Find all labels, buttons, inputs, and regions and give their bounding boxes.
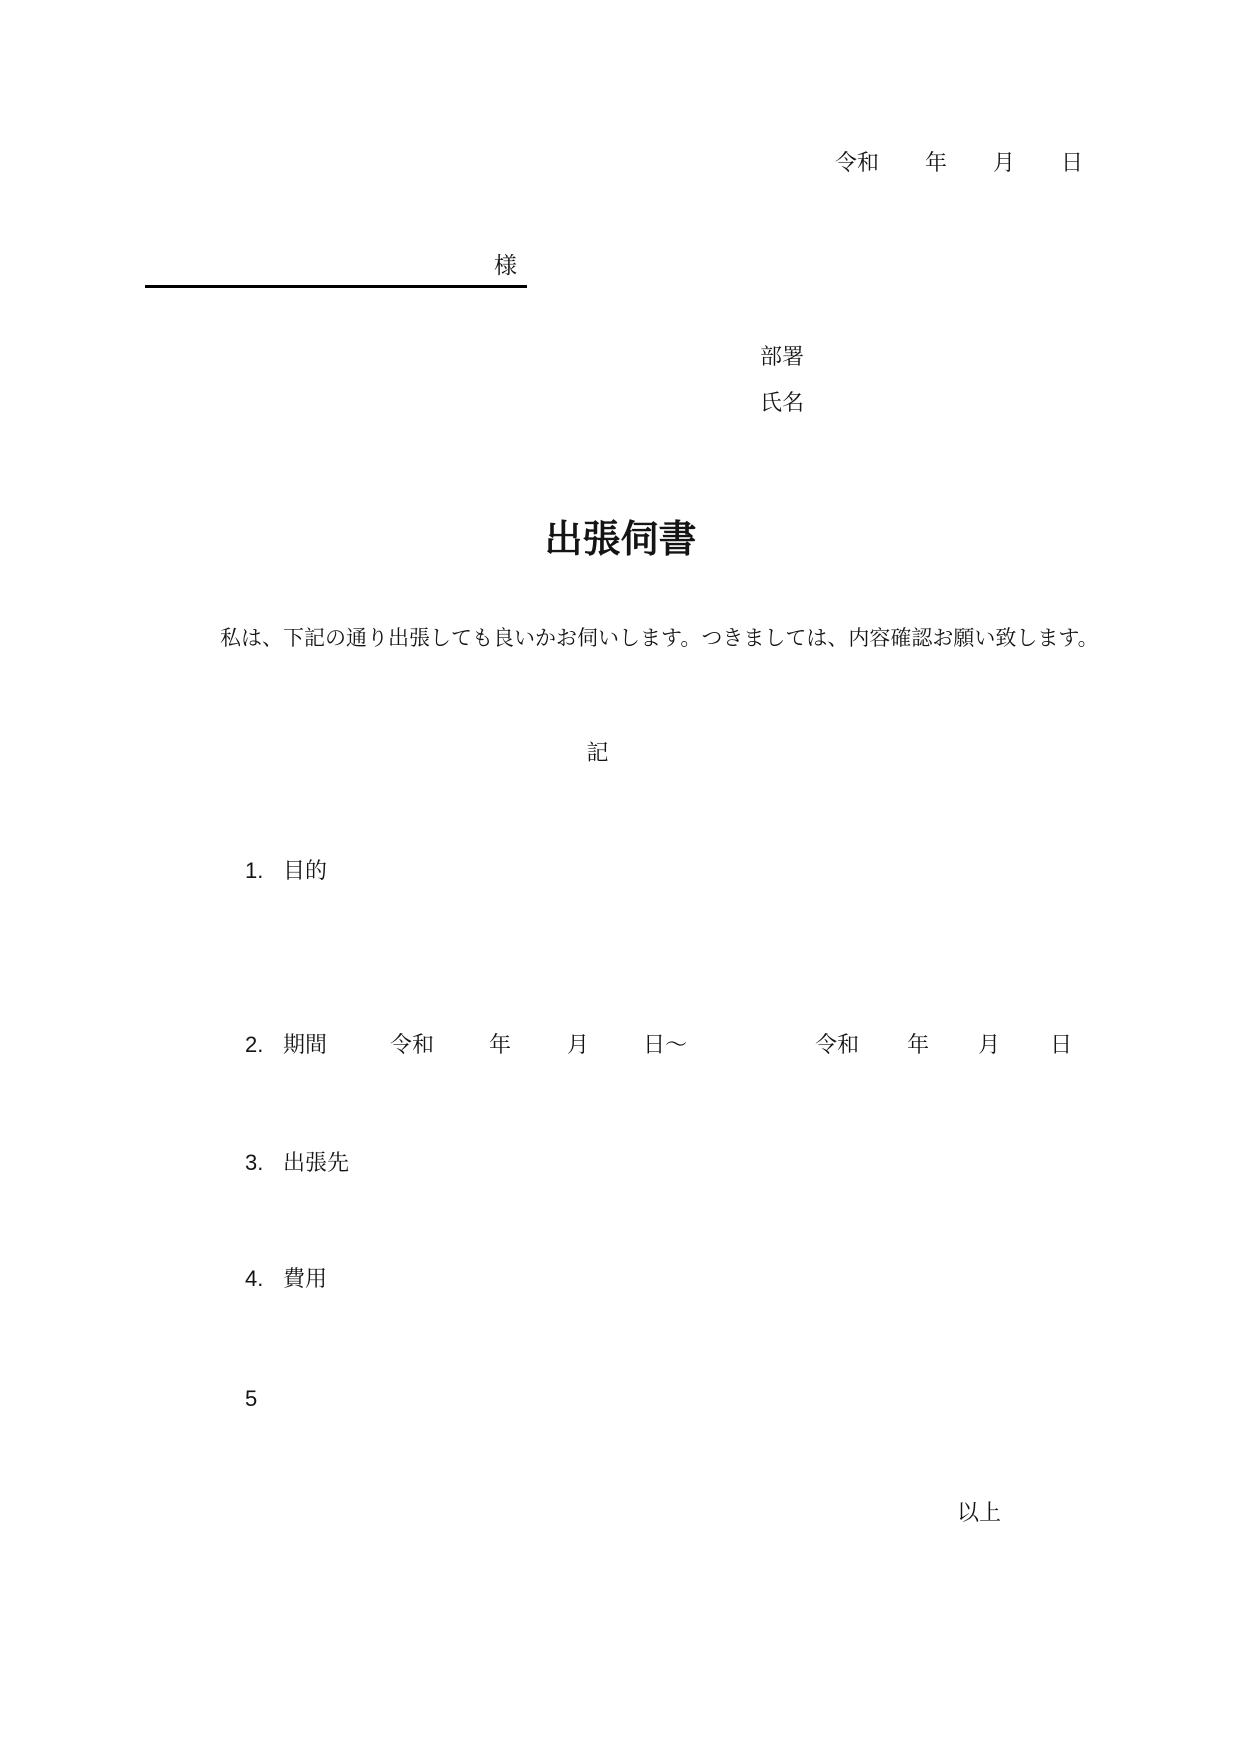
period-start-year-label: 年: [489, 1032, 512, 1057]
period-end-month-label: 月: [978, 1032, 1001, 1057]
sender-department-label: 部署: [760, 344, 805, 369]
period-start-month-label: 月: [567, 1032, 590, 1057]
list-item-number: 3.: [245, 1150, 264, 1175]
sender-name-label: 氏名: [760, 390, 805, 415]
list-item-label: 期間: [283, 1032, 328, 1057]
list-item-label: 出張先: [283, 1150, 350, 1175]
period-end-day-label: 日: [1050, 1032, 1073, 1057]
body-paragraph: 私は、下記の通り出張しても良いかお伺いします。つきましては、内容確認お願い致します。: [220, 627, 1099, 650]
record-marker: 記: [586, 740, 609, 765]
period-end-era-label: 令和: [815, 1032, 860, 1057]
list-item-number: 1.: [245, 858, 264, 883]
page-title: 出張伺書: [544, 519, 697, 561]
list-item-label: 費用: [283, 1266, 328, 1291]
addressee-blank-line: [145, 216, 527, 288]
period-start-era-label: 令和: [390, 1032, 435, 1057]
list-item-expenses: [245, 1264, 327, 1294]
date-year-label: 年: [925, 150, 948, 175]
list-item-number: 4.: [245, 1266, 264, 1291]
period-end-year-label: 年: [907, 1032, 930, 1057]
period-start-day-label: 日～: [643, 1032, 688, 1057]
list-item-period: [245, 1030, 1072, 1060]
date-line: [835, 148, 1083, 178]
closing-label: 以上: [957, 1500, 1002, 1525]
list-item-destination: [245, 1148, 349, 1178]
date-day-label: 日: [1061, 150, 1084, 175]
addressee-honorific-label: 様: [494, 252, 517, 278]
list-item-purpose: [245, 856, 327, 886]
list-item-label: 目的: [283, 858, 328, 883]
list-item-number: 5: [245, 1386, 258, 1411]
list-item-number: 2.: [245, 1032, 264, 1057]
date-month-label: 月: [993, 150, 1016, 175]
date-era-label: 令和: [835, 150, 880, 175]
list-item-five: [245, 1384, 283, 1414]
